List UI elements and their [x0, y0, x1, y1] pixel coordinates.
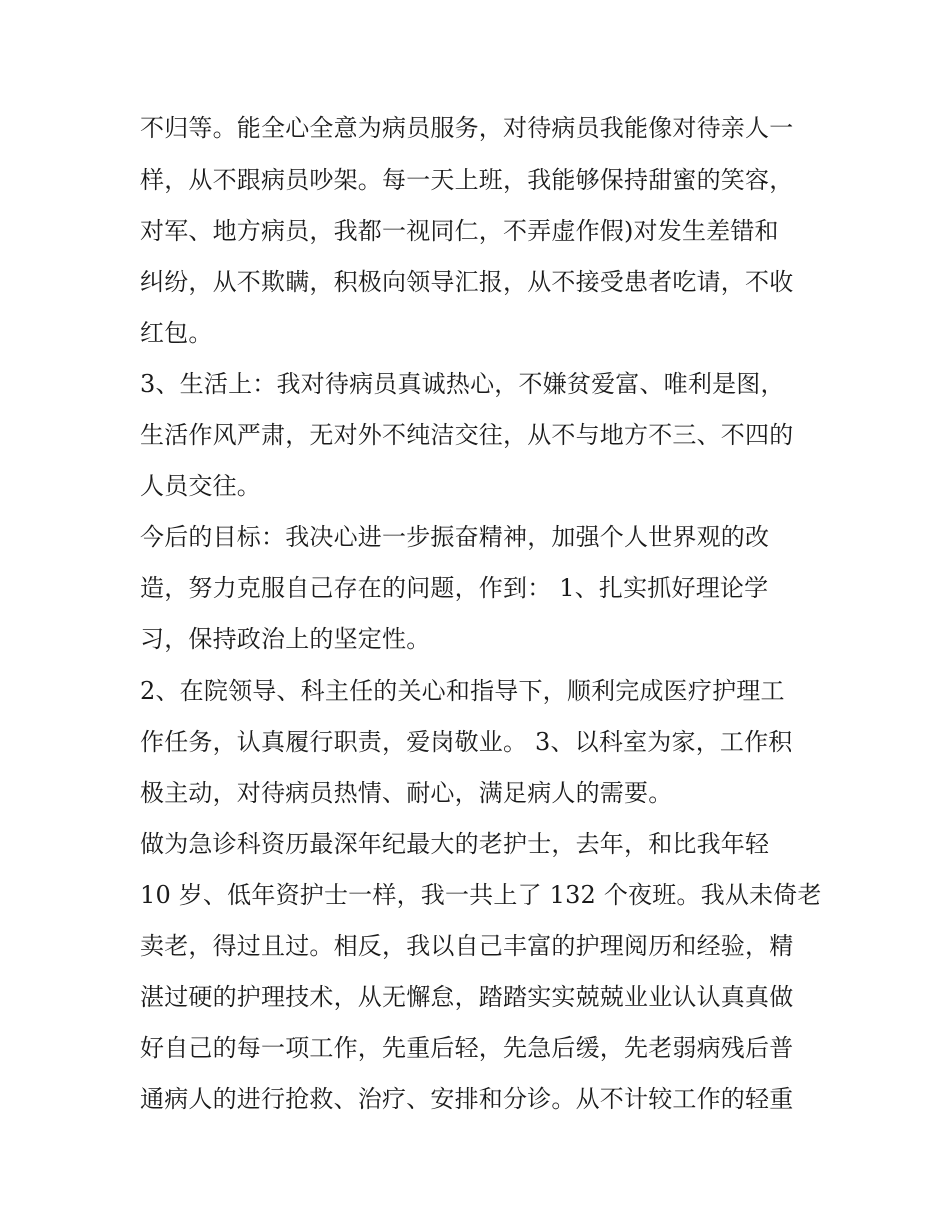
text-line: 湛过硬的护理技术，从无懈怠，踏踏实实兢兢业业认认真真做 [140, 983, 794, 1011]
text-line: 极主动，对待病员热情、耐心，满足病人的需要。 [140, 779, 673, 807]
text-line: 今后的目标：我决心进一步振奋精神，加强个人世界观的改 [140, 523, 770, 551]
text-line: 纠纷，从不欺瞒，积极向领导汇报，从不接受患者吃请，不收 [140, 268, 794, 296]
text-line: 红包。 [140, 319, 213, 347]
text-line: 作任务，认真履行职责，爱岗敬业。 3、以科室为家，工作积 [140, 728, 793, 756]
text-line: 对军、地方病员，我都一视同仁，不弄虚作假)对发生差错和 [140, 217, 779, 245]
text-line: 人员交往。 [140, 472, 261, 500]
text-line: 做为急诊科资历最深年纪最大的老护士，去年，和比我年轻 [140, 830, 770, 858]
text-line: 造，努力克服自己存在的问题，作到： 1、扎实抓好理论学 [140, 574, 769, 602]
text-line: 不归等。能全心全意为病员服务，对待病员我能像对待亲人一 [140, 114, 794, 142]
text-line: 10 岁、低年资护士一样，我一共上了 132 个夜班。我从未倚老 [140, 881, 822, 909]
text-line: 好自己的每一项工作，先重后轻，先急后缓，先老弱病残后普 [140, 1034, 794, 1062]
text-line: 3、生活上：我对待病员真诚热心，不嫌贫爱富、唯利是图， [140, 370, 785, 398]
text-line: 生活作风严肃，无对外不纯洁交往，从不与地方不三、不四的 [140, 421, 794, 449]
text-line: 2、在院领导、科主任的关心和指导下，顺利完成医疗护理工 [140, 677, 785, 705]
text-line: 样，从不跟病员吵架。每一天上班，我能够保持甜蜜的笑容， [140, 166, 794, 194]
text-line: 卖老，得过且过。相反，我以自己丰富的护理阅历和经验，精 [140, 932, 794, 960]
text-line: 通病人的进行抢救、治疗、安排和分诊。从不计较工作的轻重 [140, 1085, 794, 1113]
text-line: 习，保持政治上的坚定性。 [140, 625, 431, 653]
